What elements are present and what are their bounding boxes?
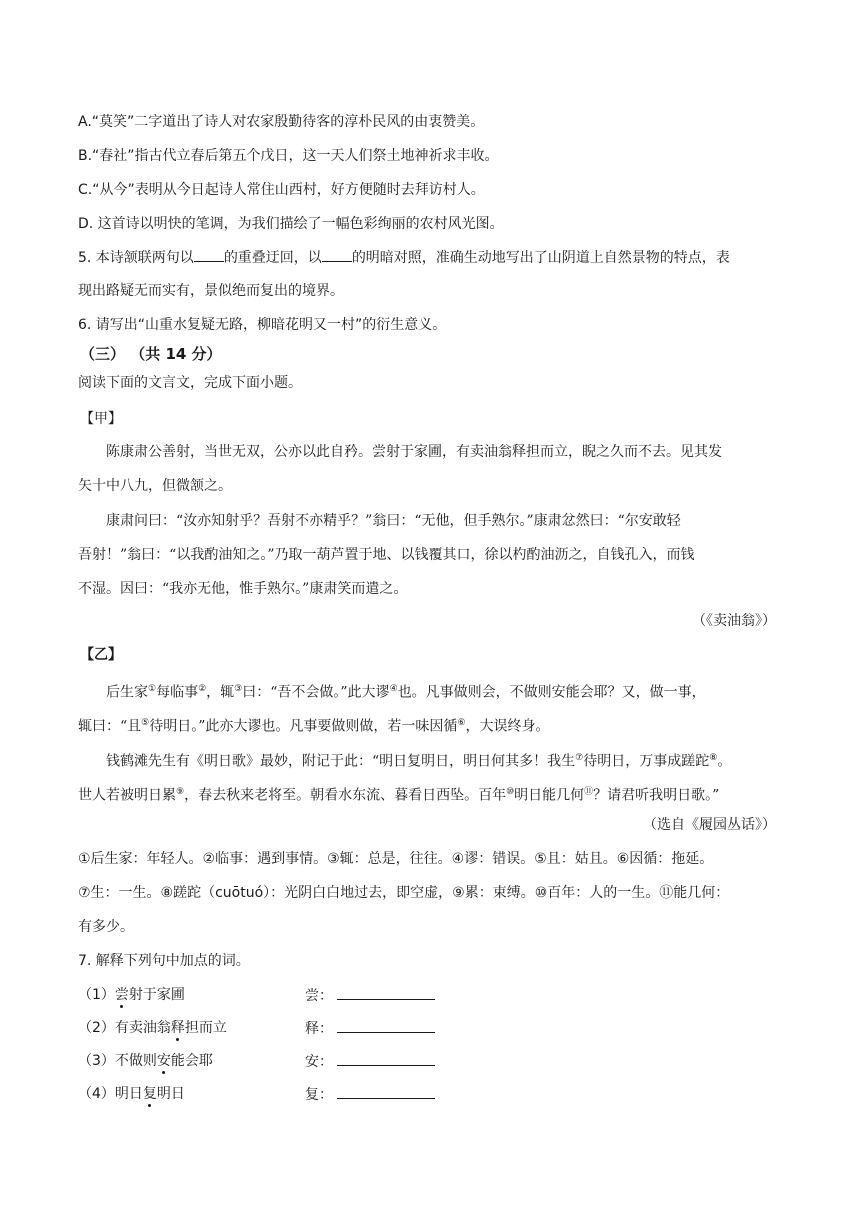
question-5 <box>78 247 730 268</box>
note-mark: ⑧ <box>709 753 718 763</box>
item-number: （4） <box>78 1086 115 1102</box>
q5-blank-2[interactable] <box>322 247 352 262</box>
yi-p1-line2 <box>78 713 549 737</box>
answer-blank[interactable] <box>337 985 435 1000</box>
yi-source: （选自《履园丛话》） <box>643 817 776 833</box>
yi-p2-line1 <box>106 748 731 772</box>
q5-part2: 的重叠迂回，以 <box>223 250 322 266</box>
q7-item-4 <box>78 1084 185 1104</box>
jia-source: （《卖油翁》） <box>692 613 776 629</box>
yi-label: 【乙】 <box>80 647 122 663</box>
q7-answer-3 <box>305 1051 435 1072</box>
answer-blank[interactable] <box>337 1018 435 1033</box>
dotted-word: 尝 <box>114 987 129 1003</box>
yi-p2-line2 <box>78 782 719 806</box>
q7-item-2 <box>78 1018 227 1038</box>
jia-p2-line3: 不湿。因曰：“我亦无他，惟手熟尔。”康肃笑而遣之。 <box>78 581 408 597</box>
option-c: C.“从今”表明从今日起诗人常住山西村，好方便随时去拜访村人。 <box>78 182 485 198</box>
text-segment: ，春去秋来老将至。朝看水东流、暮看日西坠。百年 <box>184 787 507 804</box>
text-segment: 不做则 <box>114 1053 157 1069</box>
note-mark: ④ <box>389 684 398 694</box>
q5-part3: 的明暗对照，准确生动地写出了山阴道上自然景物的特点，表 <box>351 250 730 266</box>
text-segment: 担而立 <box>184 1020 227 1036</box>
q7-item-3 <box>78 1051 213 1071</box>
text-segment: 能会耶 <box>170 1053 213 1069</box>
item-number: （2） <box>78 1020 115 1036</box>
answer-blank[interactable] <box>337 1051 435 1066</box>
q7-item-1 <box>78 985 185 1005</box>
text-segment: 钱鹤滩先生有《明日歌》最妙，附记于此：“明日复明日，明日何其多！我生 <box>106 753 576 770</box>
note-mark: ⑦ <box>575 753 584 763</box>
note-mark: ⑨ <box>176 787 185 797</box>
text-segment: 待明日。”此亦大谬也。凡事要做则做，若一味因循 <box>149 718 458 735</box>
option-b: B.“春社”指古代立春后第五个戊日，这一天人们祭土地神祈求丰收。 <box>78 148 499 164</box>
option-a: A.“莫笑”二字道出了诗人对农家殷勤待客的淳朴民风的由衷赞美。 <box>78 114 485 130</box>
q5-blank-1[interactable] <box>194 247 224 262</box>
note-mark: ① <box>148 684 157 694</box>
text-segment: 。 <box>717 753 732 770</box>
text-segment: 待明日，万事成蹉跎 <box>583 753 710 770</box>
text-segment: 后生家 <box>106 684 148 701</box>
text-segment: 也。凡事做则会，不做则安能会耶？又，做一事， <box>397 684 706 701</box>
answer-key: 释： <box>305 1021 333 1037</box>
text-segment: 曰：“吾不会做。”此大谬 <box>242 684 390 701</box>
note-mark: ⑩ <box>506 787 515 797</box>
q5-part1: 5. 本诗颔联两句以 <box>78 250 194 266</box>
dotted-word: 安 <box>156 1053 171 1069</box>
text-segment: ，大误终身。 <box>465 718 550 735</box>
item-number: （3） <box>78 1053 115 1069</box>
question-7-title: 7. 解释下列句中加点的词。 <box>78 953 250 969</box>
text-segment: 明日 <box>156 1086 185 1102</box>
jia-label: 【甲】 <box>80 411 122 427</box>
q7-answer-4 <box>305 1084 435 1105</box>
option-d: D. 这首诗以明快的笔调，为我们描绘了一幅色彩绚丽的农村风光图。 <box>78 216 504 232</box>
text-segment: 世人若被明日累 <box>78 787 176 804</box>
dotted-word: 释 <box>170 1020 185 1036</box>
note-mark: ⑥ <box>457 718 466 728</box>
text-segment: 明日 <box>114 1086 143 1102</box>
text-segment: 明日能几何 <box>514 787 585 804</box>
jia-p2-line2: 吾射！”翁曰：“以我酌油知之。”乃取一葫芦置于地、以钱覆其口，徐以杓酌油沥之，自钱孔入，而钱 <box>78 547 695 563</box>
question-5-line2: 现出路疑无而实有，景似绝而复出的境界。 <box>78 283 344 299</box>
item-number: （1） <box>78 987 115 1003</box>
section-instruction: 阅读下面的文言文，完成下面小题。 <box>78 375 302 391</box>
question-6: 6. 请写出“山重水复疑无路，柳暗花明又一村”的衍生意义。 <box>78 317 447 333</box>
jia-p1-line2: 矢十中八九，但微颔之。 <box>78 478 232 494</box>
q7-answer-1 <box>305 985 435 1006</box>
note-mark: ② <box>198 684 207 694</box>
text-segment: ？请君听我明日歌。” <box>593 787 720 804</box>
text-segment: 辄曰：“且 <box>78 718 142 735</box>
section-title: （三） （共 14 分） <box>80 345 222 363</box>
text-segment: ，辄 <box>206 684 235 701</box>
text-segment: 有卖油翁 <box>114 1020 171 1036</box>
yi-p1-line1 <box>106 679 706 703</box>
notes-line3: 有多少。 <box>78 919 134 935</box>
note-mark: ⑤ <box>141 718 150 728</box>
text-segment: 每临事 <box>156 684 199 701</box>
answer-blank[interactable] <box>337 1084 435 1099</box>
dotted-word: 复 <box>142 1086 157 1102</box>
q7-answer-2 <box>305 1018 435 1039</box>
text-segment: 射于家圃 <box>128 987 185 1003</box>
answer-key: 复： <box>305 1087 333 1103</box>
answer-key: 安： <box>305 1054 333 1070</box>
answer-key: 尝： <box>305 988 333 1004</box>
note-mark: ⑪ <box>584 787 594 797</box>
jia-p1-line1: 陈康肃公善射，当世无双，公亦以此自矜。尝射于家圃，有卖油翁释担而立，睨之久而不去。见其发 <box>106 444 722 460</box>
notes-line2: ⑦生：一生。⑧蹉跎（cuōtuó）：光阴白白地过去，即空虚，⑨累：束缚。⑩百年：人的一生。⑪能几何： <box>78 885 730 901</box>
jia-p2-line1: 康肃问曰：“汝亦知射乎？吾射不亦精乎？”翁曰：“无他，但手熟尔。”康肃忿然曰：“尔安敢轻 <box>106 513 681 529</box>
notes-line1: ①后生家：年轻人。②临事：遇到事情。③辄：总是，往往。④谬：错误。⑤且：姑且。⑥因循：拖延。 <box>78 851 714 867</box>
note-mark: ③ <box>234 684 243 694</box>
